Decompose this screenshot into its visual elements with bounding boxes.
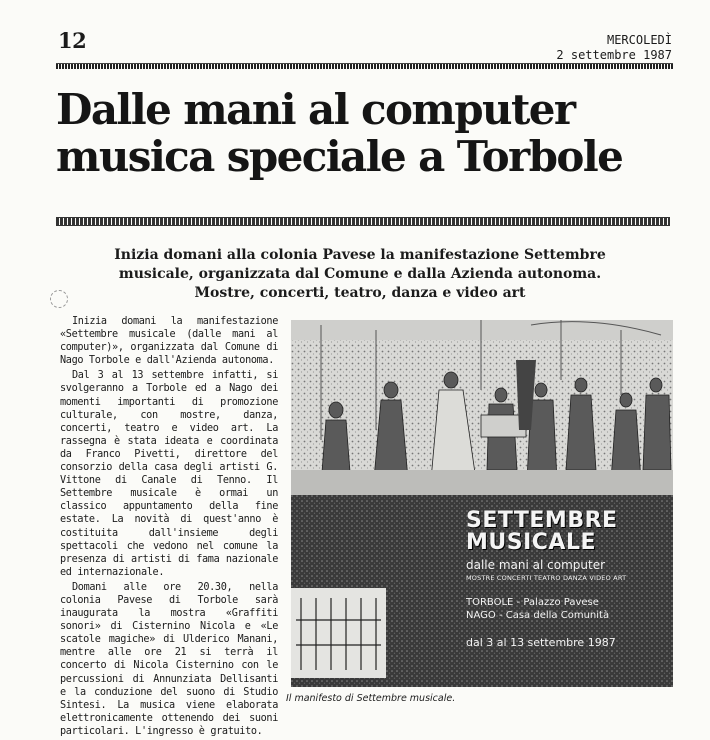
photo-caption: Il manifesto di Settembre musicale. (286, 693, 456, 704)
poster-venues (466, 596, 671, 622)
article-paragraph-3: Domani alle ore 20.30, nella colonia Pavese di Torbole sarà inaugurata la mostra «Graffiti sonori» di Cisternino Nicola e «Le scatole magiche» di Ulderico Manani, mentre alle ore 21 si terrà il concerto di Nicola Cisternino con le percussioni di Annunziata Dellisanti e la conduzione del suono di Studio Sintesi. La musica viene elaborata elettronicamente ottenendo dei suoni particolari. L'ingresso è gratuito. (60, 581, 278, 737)
article-paragraph-2: Dal 3 al 13 settembre infatti, si svolgeranno a Torbole ed a Nago dei momenti importanti di promozione culturale, con mostre, danza, concerti, teatro e video art. La rassegna è stata ideata e coordinata da Franco Pivetti, direttore del consorzio della casa degli artisti G. Vittone di Canale di Tenno. Il Settembre musicale è ormai un classico appuntamento della fine estate. La novità di quest'anno è costituita dall'insieme degli spettacoli che vedono nel comune la presenza di artisti di fama nazionale ed internazionale. (60, 370, 278, 578)
poster-title-2: MUSICALE (466, 530, 597, 555)
poster-photo (291, 320, 673, 687)
poster-venue-1: TORBOLE - Palazzo Pavese (466, 597, 599, 608)
poster-subline: MOSTRE CONCERTI TEATRO DANZA VIDEO ART (466, 574, 627, 582)
dateline (512, 33, 672, 63)
weekday: MERCOLEDÌ (606, 33, 672, 47)
poster-text (466, 510, 671, 649)
article-body (60, 315, 278, 740)
smudge-mark (50, 290, 68, 308)
page-number: 12 (58, 28, 87, 53)
poster-dates: dal 3 al 13 settembre 1987 (466, 636, 616, 649)
headline-line-2: musica speciale a Torbole (56, 132, 623, 181)
headline-line-1: Dalle mani al computer (56, 85, 575, 134)
headline (56, 86, 676, 180)
poster-venue-2: NAGO - Casa della Comunità (466, 610, 610, 621)
poster-tagline: dalle mani al computer (466, 558, 606, 572)
subheadline: Inizia domani alla colonia Pavese la manifestazione Settembre musicale, organizzata dal Comune e dalla Azienda autonoma. Mostre, concerti, teatro, danza e video art (114, 247, 606, 301)
date: 2 settembre 1987 (556, 48, 672, 62)
article-paragraph-1: Inizia domani la manifestazione «Settembre musicale (dalle mani al computer)», organizzata dal Comune di Nago Torbole e dall'Azienda autonoma. (60, 316, 278, 367)
headline-rule (56, 217, 670, 226)
poster-title-1: SETTEMBRE (466, 508, 618, 533)
top-rule (56, 63, 673, 69)
